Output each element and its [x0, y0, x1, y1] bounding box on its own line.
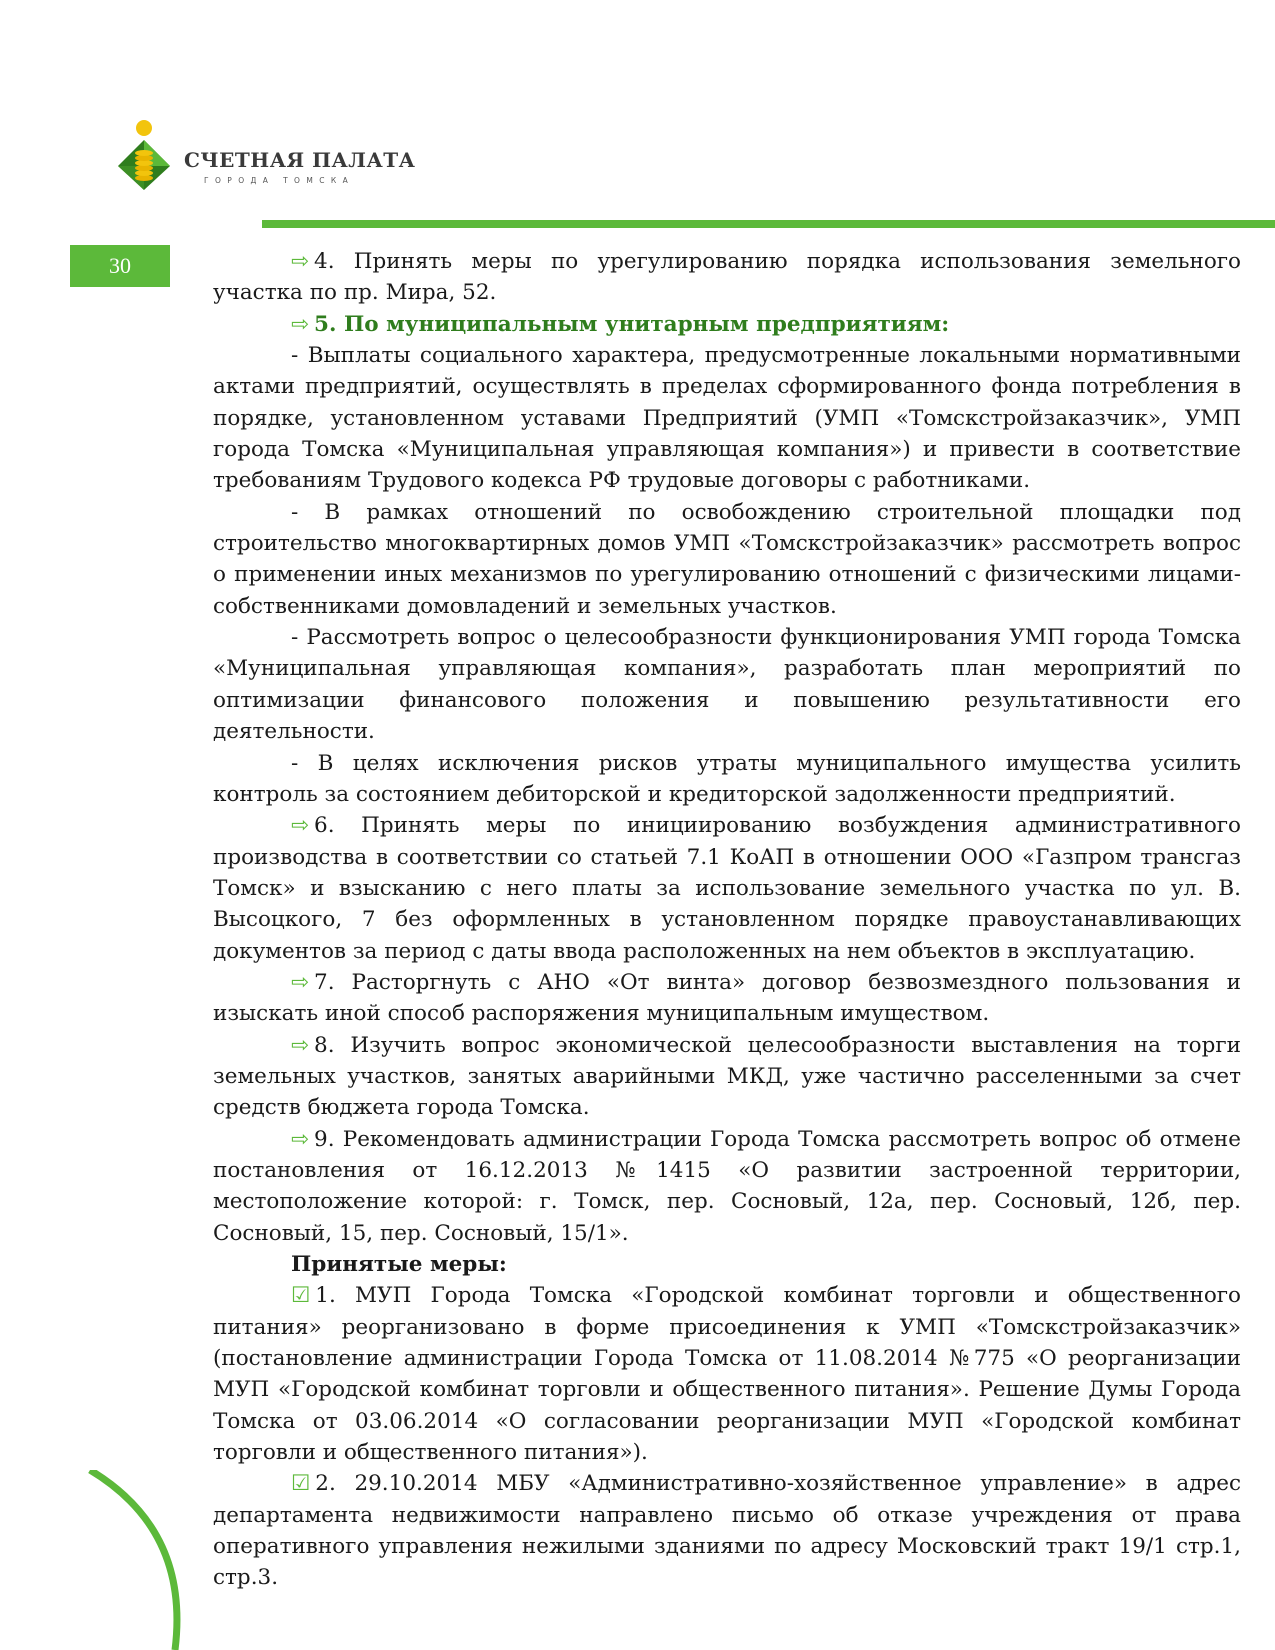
paragraph: - Рассмотреть вопрос о целесообразности функционирования УМП города Томска «Муниципальная управляющая компания», разработать план мероприятий по оптимизации финансового положения и повышению результативности его деятельности.: [213, 625, 1241, 745]
paragraph: - Выплаты социального характера, предусмотренные локальными нормативными актами предприятий, осуществлять в пределах сформированного фонда потребления в порядке, установленном уставами Предприятий (УМП «Томскстройзаказчик», УМП города Томска «Муниципальная управляющая компания») и привести в соответствие требованиям Трудового кодекса РФ трудовые договоры с работниками.: [213, 343, 1241, 494]
paragraph: - В рамках отношений по освобождению строительной площадки под строительство многоквартирных домов УМП «Томскстройзаказчик» рассмотреть вопрос о применении иных механизмов по урегулированию отношений с физическими лицами-собственниками домовладений и земельных участков.: [213, 499, 1241, 619]
page-number: 30: [70, 245, 170, 287]
arrow-icon: ⇨: [291, 813, 310, 839]
section-heading: ⇨ 5. По муниципальным унитарным предприятиям:: [291, 311, 950, 337]
paragraph: ⇨ 6. Принять меры по инициированию возбуждения административного производства в соответствии со статьей 7.1 КоАП в отношении ООО «Газпром трансгаз Томск» и взысканию с него платы за использование земельного участка по ул. В. Высоцкого, 7 без оформленных в установленном порядке правоустанавливающих документов за период с даты ввода расположенных на нем объектов в эксплуатацию.: [213, 813, 1241, 964]
document-body: [213, 246, 1241, 1594]
header-rule: [262, 220, 1275, 228]
paragraph: ☑ 2. 29.10.2014 МБУ «Административно-хозяйственное управление» в адрес департамента недвижимости направлено письмо об отказе учреждения от права оперативного управления нежилыми зданиями по адресу Московский тракт 19/1 стр.1, стр.3.: [213, 1471, 1241, 1591]
paragraph: ☑ 1. МУП Города Томска «Городской комбинат торговли и общественного питания» реорганизовано в форме присоединения к УМП «Томскстройзаказчик» (постановление администрации Города Томска от 11.08.2014 №775 «О реорганизации МУП «Городской комбинат торговли и общественного питания». Решение Думы Города Томска от 03.06.2014 «О согласовании реорганизации МУП «Городской комбинат торговли и общественного питания»).: [213, 1283, 1241, 1466]
org-name: СЧЕТНАЯ ПАЛАТА: [184, 148, 416, 172]
arrow-icon: ⇨: [291, 969, 310, 995]
paragraph: ⇨ 4. Принять меры по урегулированию порядка использования земельного участка по пр. Мира, 52.: [213, 249, 1241, 306]
arrow-icon: ⇨: [291, 311, 310, 337]
logo: [118, 118, 418, 198]
logo-emblem-icon: [118, 118, 178, 198]
section-heading: Принятые меры:: [291, 1252, 507, 1277]
org-subtitle: ГОРОДА ТОМСКА: [204, 176, 355, 185]
arrow-icon: ⇨: [291, 249, 310, 274]
decorative-arc: [0, 1470, 200, 1650]
paragraph: - В целях исключения рисков утраты муниципального имущества усилить контроль за состоянием дебиторской и кредиторской задолженности предприятий.: [213, 750, 1241, 807]
paragraph: ⇨ 9. Рекомендовать администрации Города Томска рассмотреть вопрос об отмене постановления от 16.12.2013 №1415 «О развитии застроенной территории, местоположение которой: г. Томск, пер. Сосновый, 12а, пер. Сосновый, 12б, пер. Сосновый, 15, пер. Сосновый, 15/1».: [213, 1126, 1241, 1246]
paragraph: ⇨ 7. Расторгнуть с АНО «От винта» договор безвозмездного пользования и изыскать иной способ распоряжения муниципальным имуществом.: [213, 969, 1241, 1027]
arrow-icon: ⇨: [291, 1126, 310, 1152]
checkbox-icon: ☑: [291, 1471, 311, 1497]
paragraph: ⇨ 8. Изучить вопрос экономической целесообразности выставления на торги земельных участков, занятых аварийными МКД, уже частично расселенными за счет средств бюджета города Томска.: [213, 1032, 1241, 1121]
arrow-icon: ⇨: [291, 1032, 310, 1058]
checkbox-icon: ☑: [291, 1283, 311, 1309]
